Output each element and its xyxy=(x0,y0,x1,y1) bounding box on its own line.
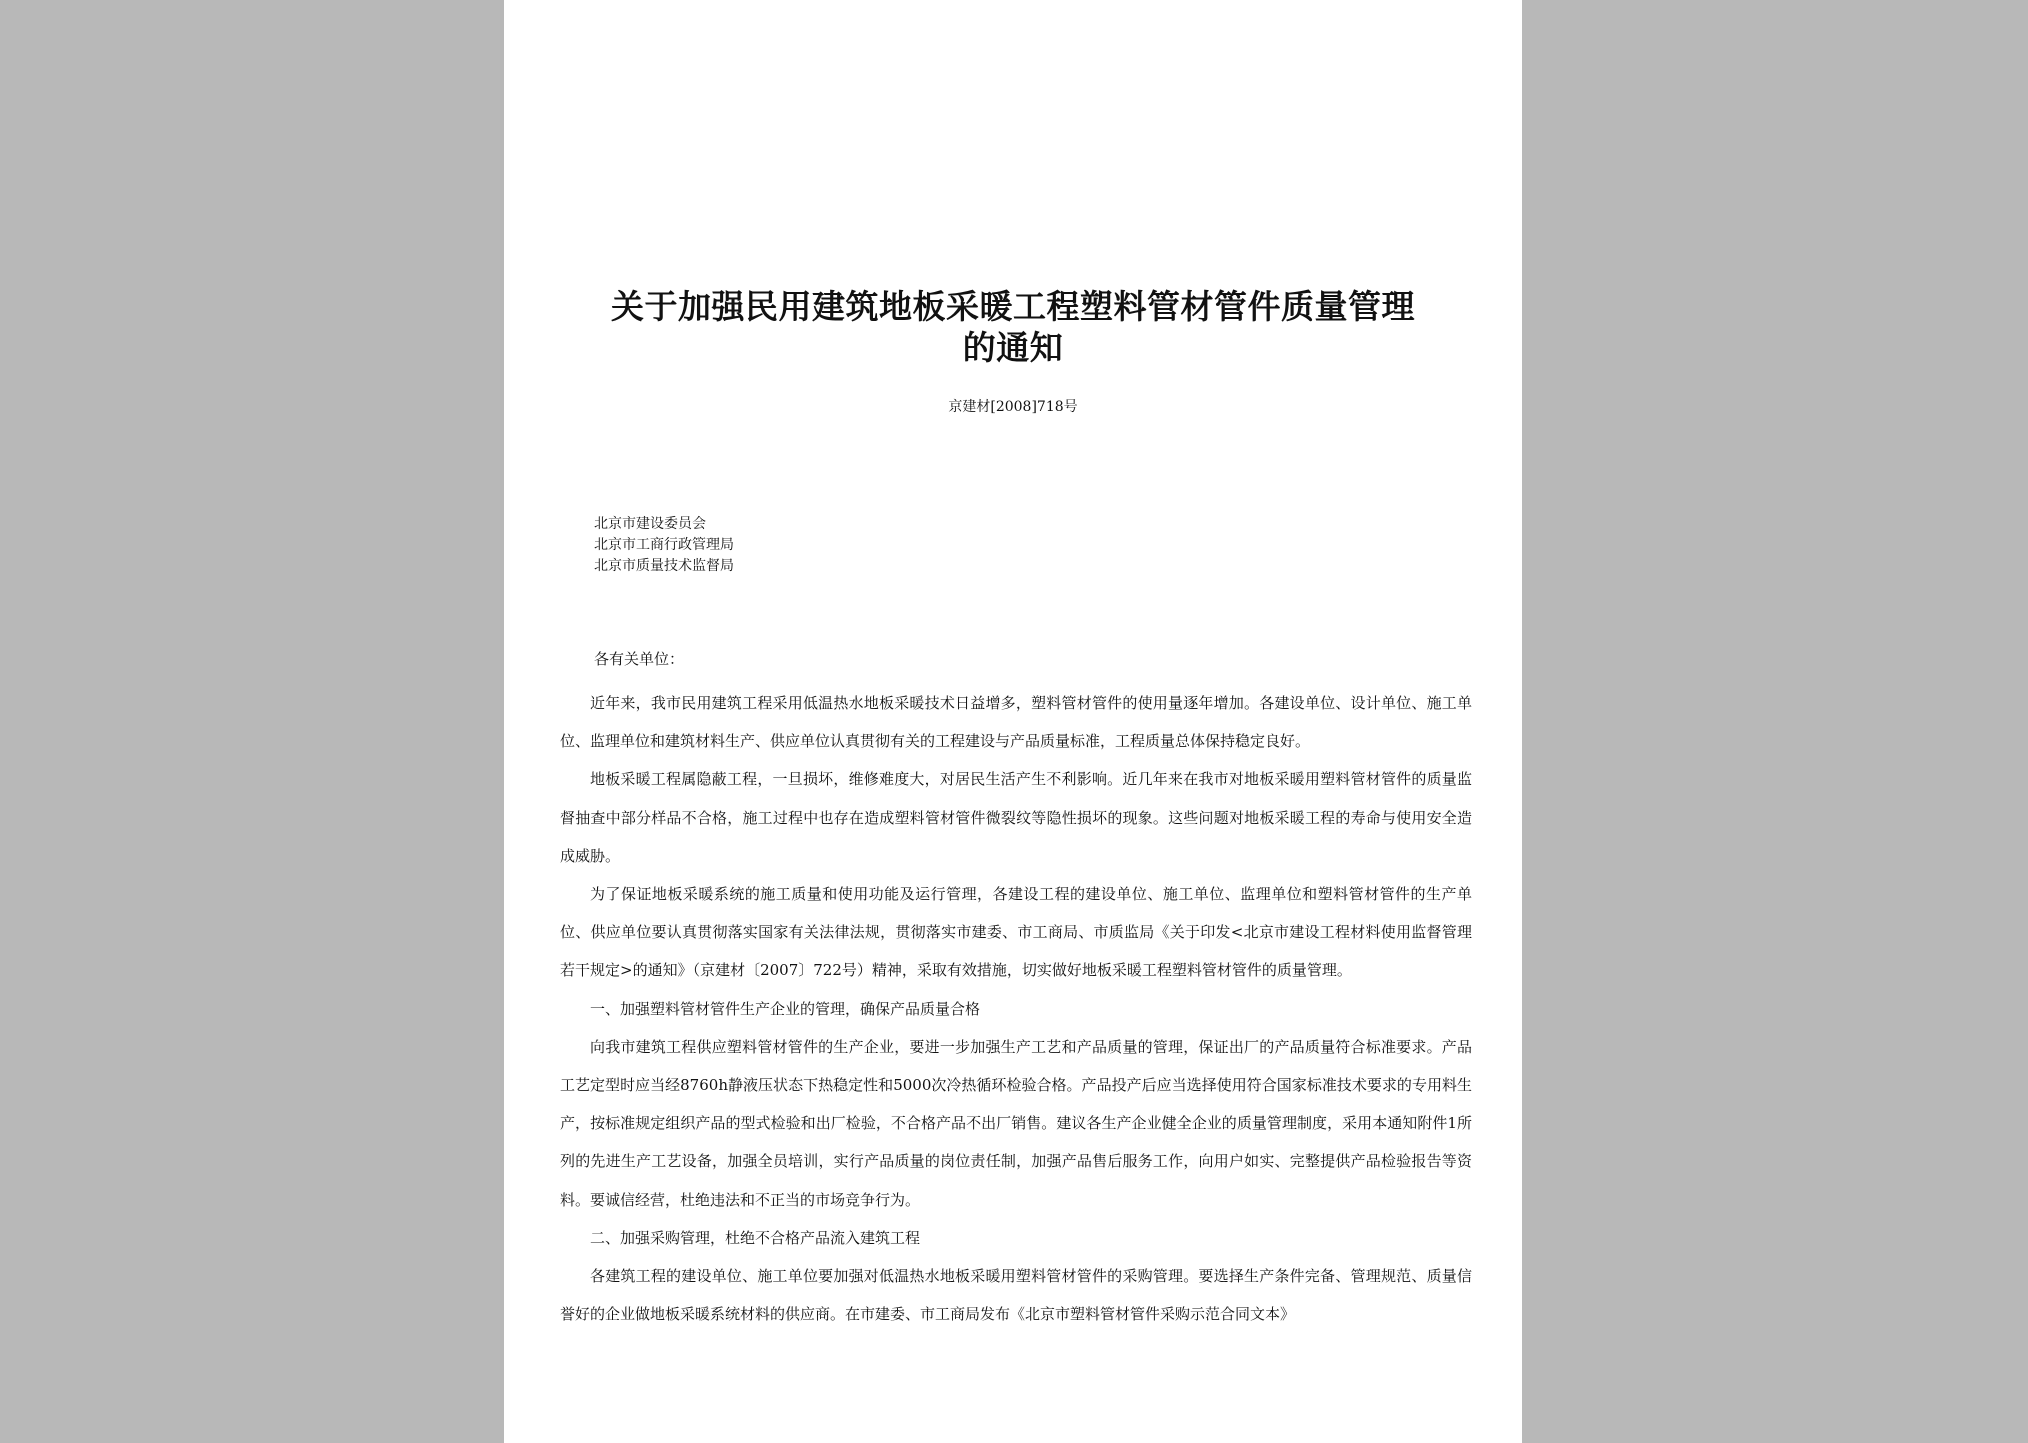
document-page xyxy=(504,0,1522,1443)
issuing-authorities xyxy=(594,514,734,577)
body-paragraph: 地板采暖工程属隐蔽工程，一旦损坏，维修难度大，对居民生活产生不利影响。近几年来在我市对地板采暖用塑料管材管件的质量监督抽查中部分样品不合格，施工过程中也存在造成塑料管材管件微裂纹等隐性损坏的现象。这些问题对地板采暖工程的寿命与使用安全造成威胁。 xyxy=(560,770,1472,865)
document-body xyxy=(560,684,1472,1333)
body-paragraph: 向我市建筑工程供应塑料管材管件的生产企业，要进一步加强生产工艺和产品质量的管理，保证出厂的产品质量符合标准要求。产品工艺定型时应当经8760h静液压状态下热稳定性和5000次冷热循环检验合格。产品投产后应当选择使用符合国家标准技术要求的专用料生产，按标准规定组织产品的型式检验和出厂检验，不合格产品不出厂销售。建议各生产企业健全企业的质量管理制度，采用本通知附件1所列的先进生产工艺设备，加强全员培训，实行产品质量的岗位责任制，加强产品售后服务工作，向用户如实、完整提供产品检验报告等资料。要诚信经营，杜绝违法和不正当的市场竞争行为。 xyxy=(560,1037,1472,1209)
issuer: 北京市建设委员会 xyxy=(594,516,706,532)
body-paragraph: 为了保证地板采暖系统的施工质量和使用功能及运行管理，各建设工程的建设单位、施工单位、监理单位和塑料管材管件的生产单位、供应单位要认真贯彻落实国家有关法律法规，贯彻落实市建委、市工商局、市质监局《关于印发<北京市建设工程材料使用监督管理若干规定>的通知》（京建材〔2007〕722号）精神，采取有效措施，切实做好地板采暖工程塑料管材管件的质量管理。 xyxy=(560,885,1472,980)
title-line-2: 的通知 xyxy=(962,328,1064,367)
issuer: 北京市工商行政管理局 xyxy=(594,537,734,553)
body-paragraph: 近年来，我市民用建筑工程采用低温热水地板采暖技术日益增多，塑料管材管件的使用量逐年增加。各建设单位、设计单位、施工单位、监理单位和建筑材料生产、供应单位认真贯彻有关的工程建设与产品质量标准，工程质量总体保持稳定良好。 xyxy=(560,694,1472,751)
issuer: 北京市质量技术监督局 xyxy=(594,558,734,574)
title-line-1: 关于加强民用建筑地板采暖工程塑料管材管件质量管理 xyxy=(611,287,1415,326)
document-number: 京建材[2008]718号 xyxy=(948,399,1078,415)
salutation: 各有关单位： xyxy=(594,650,685,668)
section-heading-1: 一、加强塑料管材管件生产企业的管理，确保产品质量合格 xyxy=(590,999,981,1018)
section-heading-2: 二、加强采购管理，杜绝不合格产品流入建筑工程 xyxy=(590,1228,921,1247)
body-paragraph: 各建筑工程的建设单位、施工单位要加强对低温热水地板采暖用塑料管材管件的采购管理。要选择生产条件完备、管理规范、质量信誉好的企业做地板采暖系统材料的供应商。在市建委、市工商局发布《北京市塑料管材管件采购示范合同文本》 xyxy=(560,1267,1472,1324)
document-title xyxy=(564,286,1462,368)
